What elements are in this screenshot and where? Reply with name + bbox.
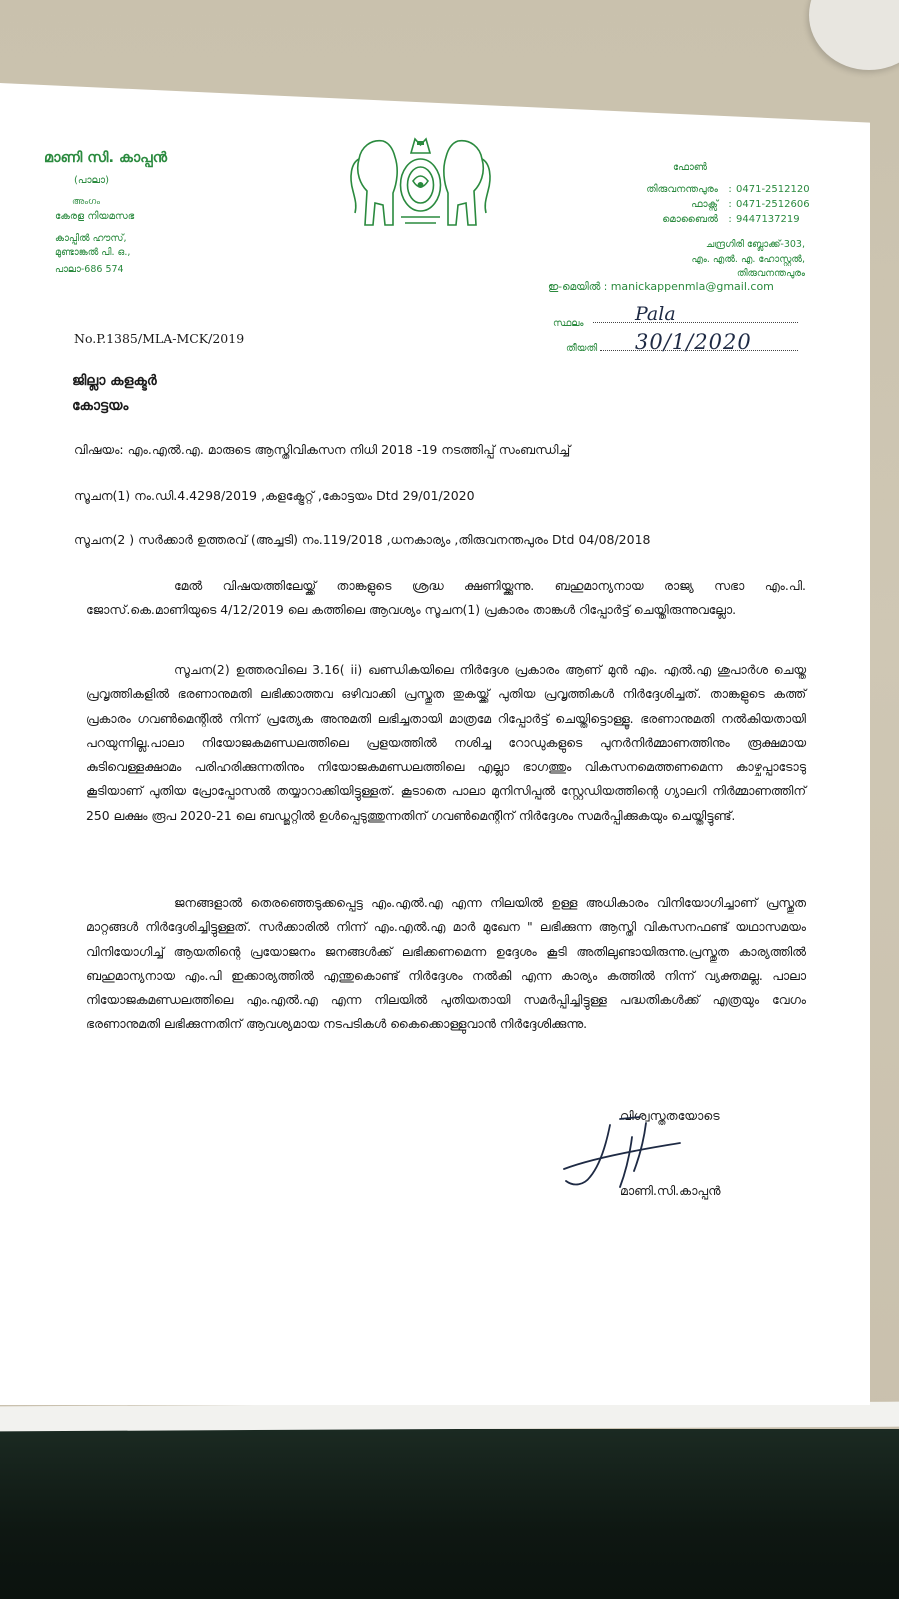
address-line: തിരുവനന്തപുരം (736, 268, 805, 279)
phone-row: മൊബൈൽ : 9447137219 (620, 213, 810, 228)
phone-label: തിരുവനന്തപുരം (646, 184, 718, 195)
assembly-name: കേരള നിയമസഭ (55, 211, 135, 222)
sender-name: മാണി സി. കാപ്പൻ (44, 150, 167, 166)
email-address: manickappenmla@gmail.com (610, 280, 774, 293)
signer-name: മാണി.സി.കാപ്പൻ (620, 1183, 721, 1198)
closing-salutation: വിശ്വസ്തതയോടെ (620, 1108, 720, 1123)
date-handwritten: 30/1/2020 (635, 330, 752, 354)
background-object (809, 0, 899, 70)
table-surface (0, 1429, 899, 1599)
phone-label: മൊബൈൽ (662, 213, 718, 225)
email-line: ഇ-മെയിൽ : manickappenmla@gmail.com (548, 280, 774, 293)
kerala-emblem-icon (343, 133, 498, 233)
reference-2: സൂചന(2 ) സർക്കാർ ഉത്തരവ് (അച്ചടി) നം.119/2018 ,ധനകാര്യം ,തിരുവനന്തപുരം Dtd 04/08/2018 (74, 532, 651, 547)
recipient-place: കോട്ടയം (72, 398, 129, 414)
member-label: അംഗം (72, 197, 100, 207)
sender-constituency: (പാലാ) (74, 175, 110, 186)
place-label: സ്ഥലം (553, 318, 584, 329)
address-line: മുണ്ടാങ്കൽ പി. ഒ., (55, 247, 131, 258)
date-label: തീയതി (566, 343, 598, 354)
phone-heading: ഫോൺ (673, 162, 708, 173)
recipient-title: ജില്ലാ കളക്ടർ (72, 373, 157, 389)
phone-label: ഫാക്സ് (691, 198, 718, 210)
address-line: എം. എൽ. എ. ഹോസ്റ്റൽ, (691, 253, 805, 265)
address-line: ചന്ദ്രഗിരി ബ്ലോക്ക്-303, (706, 239, 805, 250)
phone-value: 9447137219 (736, 213, 800, 225)
phone-row: തിരുവനന്തപുരം : 0471-2512120 (620, 183, 810, 198)
phone-value: 0471-2512606 (736, 198, 810, 210)
body-paragraph (86, 574, 806, 623)
email-label: ഇ-മെയിൽ (548, 281, 601, 293)
paper-stack-edge (0, 1402, 899, 1432)
place-handwritten: Pala (635, 303, 676, 325)
body-paragraph (86, 658, 806, 828)
tvm-address (640, 238, 805, 282)
reference-1: സൂചന(1) നം.ഡി.4.4298/2019 ,കളക്ട്രേറ്റ് ,കോട്ടയം Dtd 29/01/2020 (74, 488, 475, 503)
place-dotted-line (593, 322, 798, 323)
address-line: പാലാ-686 574 (55, 264, 124, 275)
subject-line: വിഷയം: എം.എൽ.എ. മാരുടെ ആസ്തിവികസന നിധി 2018 -19 നടത്തിപ്പ് സംബന്ധിച്ച് (74, 442, 571, 457)
phone-row: ഫാക്സ് : 0471-2512606 (620, 198, 810, 213)
paragraph-text: മേൽ വിഷയത്തിലേയ്ക്ക് താങ്കളുടെ ശ്രദ്ധ ക്ഷണിയ്ക്കുന്നു. ബഹുമാന്യനായ രാജ്യ സഭാ എം.പി. ജോസ്.കെ.മാണിയുടെ 4/12/2019 ലെ കത്തിലെ ആവശ്യം സൂചന(1) പ്രകാരം താങ്കൾ റിപ്പോർട്ട് ചെയ്തിരുന്നുവല്ലോ. (86, 578, 806, 618)
address-line: കാപ്പിൽ ഹൗസ്, (55, 233, 127, 244)
paragraph-text: സൂചന(2) ഉത്തരവിലെ 3.16( ii) ഖണ്ഡികയിലെ നിർദ്ദേശ പ്രകാരം ആണ് മുൻ എം. എൽ.എ ശുപാർശ ചെയ്ത പ്രവൃത്തികളിൽ ഭരണാനുമതി ലഭിക്കാത്തവ ഒഴിവാക്കി പ്രസ്തുത തുകയ്ക്ക് പുതിയ പ്രവൃത്തികൾ നിർദ്ദേശിച്ചത്. താങ്കളുടെ കത്ത് പ്രകാരം ഗവൺമെന്റിൽ നിന്ന് പ്രത്യേക അനുമതി ലഭിച്ചതായി മാത്രമേ റിപ്പോർട്ട് ചെയ്തിട്ടൊള്ളൂ. ഭരണാനുമതി നൽകിയതായി പറയുന്നില്ല.പാലാ നിയോജകമണ്ഡലത്തിലെ പ്രളയത്തിൽ നശിച്ച റോഡുകളുടെ പുനർനിർമ്മാണത്തിനും രൂക്ഷമായ കുടിവെള്ളക്ഷാമം പരിഹരിക്കുന്നതിനും നിയോജകമണ്ഡലത്തിലെ എല്ലാ ഭാഗത്തും വികസനമെത്തണമെന്ന കാഴ്ചപ്പാടോടു കൂടിയാണ് പുതിയ പ്രോപ്പോസൽ തയ്യാറാക്കിയിട്ടുള്ളത്. കൂടാതെ പാലാ മുനിസിപ്പൽ സ്റ്റേഡിയത്തിന്റെ ഗ്യാലറി നിർമ്മാണത്തിന് 250 ലക്ഷം രൂപ 2020-21 ലെ ബഡ്ജറ്റിൽ ഉൾപ്പെടുത്തുന്നതിന് ഗവൺമെന്റിന് നിർദ്ദേശം സമർപ്പിക്കുകയും ചെയ്തിട്ടുണ്ട്. (86, 662, 806, 823)
reference-number: No.P.1385/MLA-MCK/2019 (74, 331, 245, 346)
phone-list (620, 183, 810, 227)
paragraph-text: ജനങ്ങളാൽ തെരഞ്ഞെടുക്കപ്പെട്ട എം.എൽ.എ എന്ന നിലയിൽ ഉള്ള അധികാരം വിനിയോഗിച്ചാണ് പ്രസ്തുത മാറ്റങ്ങൾ നിർദ്ദേശിച്ചിട്ടുള്ളത്. സർക്കാരിൽ നിന്ന് എം.എൽ.എ മാർ മുഖേന " ലഭിക്കുന്ന ആസ്തി വികസനഫണ്ട് യഥാസമയം വിനിയോഗിച്ച് ആയതിന്റെ പ്രയോജനം ജനങ്ങൾക്ക് ലഭിക്കണമെന്ന ഉദ്ദേശം കൂടി അതിലുണ്ടായിരുന്നു.പ്രസ്തുത കാര്യത്തിൽ ബഹുമാന്യനായ എം.പി ഇക്കാര്യത്തിൽ എന്തുകൊണ്ട് നിർദ്ദേശം നൽകി എന്ന കാര്യം കത്തിൽ നിന്ന് വ്യക്തമല്ല. പാലാ നിയോജകമണ്ഡലത്തിലെ എം.എൽ.എ എന്ന നിലയിൽ പുതിയതായി സമർപ്പിച്ചിട്ടുള്ള പദ്ധതികൾക്ക് എത്രയും വേഗം ഭരണാനുമതി ലഭിക്കുന്നതിന് ആവശ്യമായ നടപടികൾ കൈക്കൊള്ളുവാൻ നിർദ്ദേശിക്കുന്നു. (86, 895, 806, 1032)
body-paragraph (86, 891, 806, 1037)
phone-value: 0471-2512120 (736, 184, 810, 195)
